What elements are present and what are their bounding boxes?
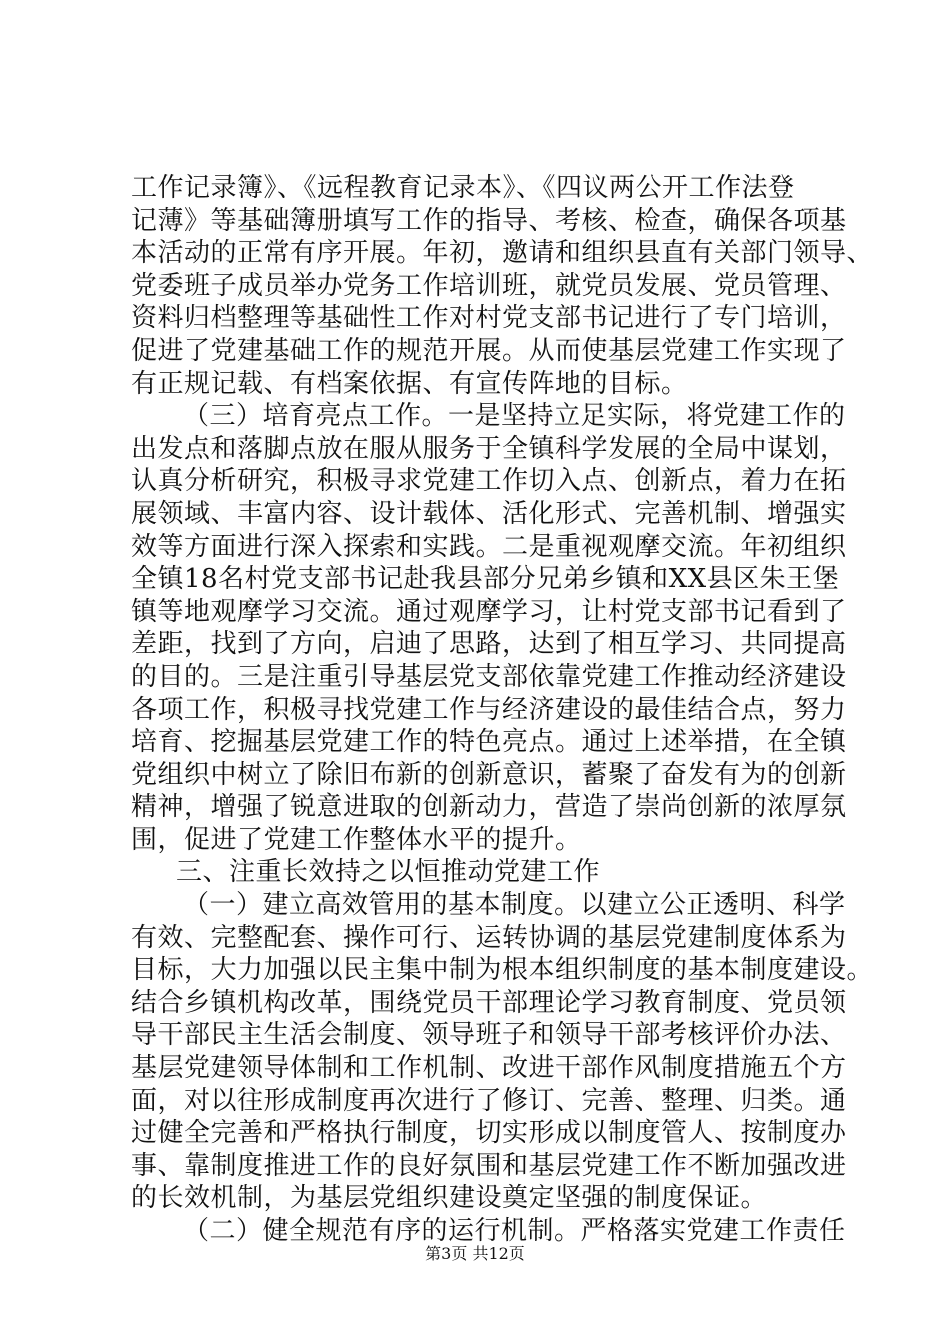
text-line: 过健全完善和严格执行制度，切实形成以制度管人、按制度办 bbox=[131, 1118, 847, 1149]
text-line: 事、靠制度推进工作的良好氛围和基层党建工作不断加强改进 bbox=[131, 1150, 847, 1181]
subsection-heading-line: （二）健全规范有序的运行机制。严格落实党建工作责任 bbox=[183, 1216, 846, 1246]
text-line: 党委班子成员举办党务工作培训班，就党员发展、党员管理、 bbox=[131, 270, 847, 301]
text-line: 展领域、丰富内容、设计载体、活化形式、完善机制、增强实 bbox=[131, 498, 847, 529]
text-line: 促进了党建基础工作的规范开展。从而使基层党建工作实现了 bbox=[131, 335, 847, 366]
text-line: 记薄》等基础簿册填写工作的指导、考核、检查，确保各项基 bbox=[131, 205, 847, 236]
text-line: 有正规记载、有档案依据、有宣传阵地的目标。 bbox=[131, 368, 688, 399]
body-text bbox=[131, 172, 874, 1248]
text-line: 本活动的正常有序开展。年初，邀请和组织县直有关部门领导、 bbox=[131, 238, 874, 269]
text-line: 的目的。三是注重引导基层党支部依靠党建工作推动经济建设 bbox=[131, 661, 847, 692]
text-line: 围，促进了党建工作整体水平的提升。 bbox=[131, 824, 582, 855]
text-line: 各项工作，积极寻找党建工作与经济建设的最佳结合点，努力 bbox=[131, 694, 847, 725]
text-line: 培育、挖掘基层党建工作的特色亮点。通过上述举措，在全镇 bbox=[131, 727, 847, 758]
subsection-heading-line: （三）培育亮点工作。一是坚持立足实际，将党建工作的 bbox=[183, 401, 846, 432]
text-line: 面，对以往形成制度再次进行了修订、完善、整理、归类。通 bbox=[131, 1085, 847, 1116]
text-line: 党组织中树立了除旧布新的创新意识，蓄聚了奋发有为的创新 bbox=[131, 759, 847, 790]
subsection-heading-line: （一）建立高效管用的基本制度。以建立公正透明、科学 bbox=[183, 890, 846, 921]
text-line: 目标，大力加强以民主集中制为根本组织制度的基本制度建设。 bbox=[131, 955, 874, 986]
text-line: 结合乡镇机构改革，围绕党员干部理论学习教育制度、党员领 bbox=[131, 987, 847, 1018]
text-line: 的长效机制，为基层党组织建设奠定坚强的制度保证。 bbox=[131, 1183, 768, 1214]
text-line: 有效、完整配套、操作可行、运转协调的基层党建制度体系为 bbox=[131, 922, 847, 953]
page-number-footer: 第3页 共12页 bbox=[425, 1244, 525, 1263]
text-line: 工作记录簿》、《远程教育记录本》、《四议两公开工作法登 bbox=[131, 173, 795, 203]
text-line: 认真分析研究，积极寻求党建工作切入点、创新点，着力在拓 bbox=[131, 466, 847, 497]
text-line: 效等方面进行深入探索和实践。二是重视观摩交流。年初组织 bbox=[131, 531, 847, 562]
text-line: 差距，找到了方向，启迪了思路，达到了相互学习、共同提高 bbox=[131, 629, 847, 660]
text-line: 镇等地观摩学习交流。通过观摩学习，让村党支部书记看到了 bbox=[131, 596, 847, 627]
text-line: 全镇18名村党支部书记赴我县部分兄弟乡镇和XX县区朱王堡 bbox=[131, 564, 840, 595]
text-line: 基层党建领导体制和工作机制、改进干部作风制度措施五个方 bbox=[131, 1053, 847, 1084]
text-line: 精神，增强了锐意进取的创新动力，营造了崇尚创新的浓厚氛 bbox=[131, 792, 847, 823]
text-line: 出发点和落脚点放在服从服务于全镇科学发展的全局中谋划， bbox=[131, 433, 847, 464]
text-line: 导干部民主生活会制度、领导班子和领导干部考核评价办法、 bbox=[131, 1020, 847, 1051]
section-heading: 三、注重长效持之以恒推动党建工作 bbox=[176, 857, 601, 888]
text-line: 资料归档整理等基础性工作对村党支部书记进行了专门培训， bbox=[131, 303, 847, 334]
